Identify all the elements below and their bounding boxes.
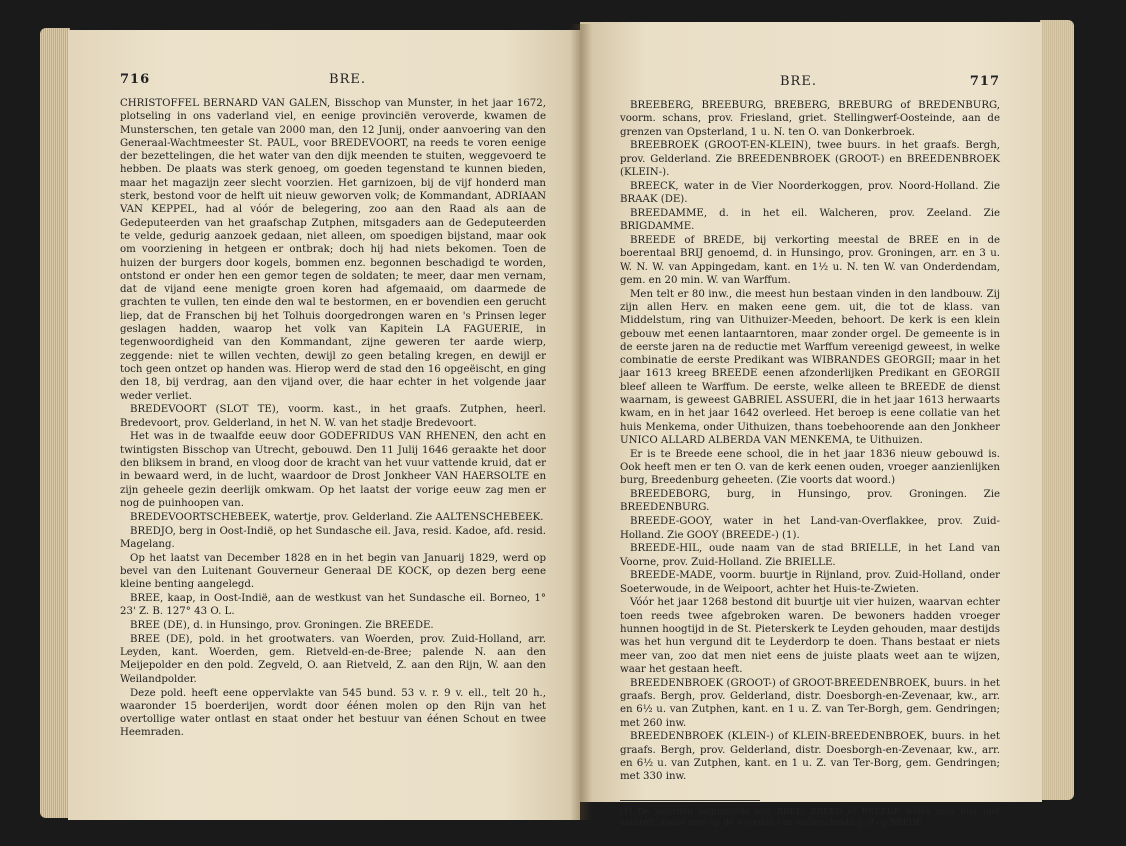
paragraph: BREEBROEK (GROOT-EN-KLEIN), twee buurs. in het graafs. Bergh, prov. Gelderland. Zie BREEDENBROEK (GROOT-) en BREEDENBROEK (KLEIN-). [620,140,1000,178]
paragraph: CHRISTOFFEL BERNARD VAN GALEN, Bisschop van Munster, in het jaar 1672, plotseling in ons vaderland viel, en eenige provinciën veroverde, kwamen de Munsterschen, ten getale van 2000 man, den 12 Junij, onder aanvoering van den Generaal-Wachtmeester St. PAUL, voor BREDEVOORT, na reeds te voren eenige der bezettelingen, die het water van den dijk meenden te stuiten, weggevoerd te hebben. De plaats was sterk genoeg, om goeden tegenstand te kunnen bieden, maar het magazijn zeer slecht voorzien. Het garnizoen, bij de vijf honderd man sterk, bestond voor de helft uit nieuw geworven volk; de Kommandant, ADRIAAN VAN KEPPEL, had al vóór de belegering, zoo aan den Raad als aan de Gedeputeerden van het graafschap Zutphen, mitsgaders aan de Gedeputeerden te velde, gedurig aanzoek gedaan, niet alleen, om spoedigen bijstand, maar ook om voorziening in hetgeen er ontbrak; doch hij had niets bekomen. Toen de huizen der burgers door kogels, bommen enz. begonnen beschadigd te worden, ontstond er onder hen een gemor tegen de soldaten; te meer, daar men vernam, dat de vijand eene menigte groen koren had afgemaaid, om daarmede de grachten te vullen, ten einde den wal te bestormen, en er bovendien een gerucht liep, dat de Franschen bij het Tolhuis doorgedrongen waren en 's Prinsen leger geslagen hadden, waarop het volk van Kapitein LA FAGUERIE, in tegenwoordigheid van den Kommandant, zijne geweren ter aarde wierp, zeggende: niet te willen vechten, dewijl zo geen betaling kregen, en dewijl er toch geen ontzet op handen was. Hierop werd de stad den 16 opgeëischt, en ging den 18, bij verdrag, aan den vijand over, die haar echter in het volgende jaar weder verliet. [120,98,546,402]
paragraph: BREDJO, berg in Oost-Indië, op het Sundasche eil. Java, resid. Kadoe, afd. resid. Magelang. [120,525,546,550]
paragraph: BREDEVOORTSCHEBEEK, watertje, prov. Gelderland. Zie AALTENSCHEBEEK. [130,511,544,523]
left-page [68,30,580,820]
paragraph: Het was in de twaalfde eeuw door GODEFRIDUS VAN RHENEN, den acht en twintigsten Bisschop van Utrecht, gebouwd. Den 11 Julij 1646 geraakte het door den bliksem in brand, en vloog door de kracht van het vuur vattende kruid, dat er in bewaard werd, in de lucht, waardoor de Drost Jonkheer VAN HAERSOLTE en zijn geheele gezin deerlijk omkwam. Op het laatst der vorige eeuw zag men er nog de puinhoopen van. [120,431,546,509]
paragraph: BREECK, water in de Vier Noorderkoggen, prov. Noord-Holland. Zie BRAAK (DE). [620,180,1000,206]
paragraph: BREE (DE), d. in Hunsingo, prov. Groningen. Zie BREEDE. [130,620,434,632]
paragraph: BREDEVOORT (SLOT TE), voorm. kast., in het graafs. Zutphen, heerl. Bredevoort, prov. Gelderland, in het N. W. van het stadje Bredevoort. [120,404,546,429]
paragraph: BREEDAMME, d. in het eil. Walcheren, prov. Zeeland. Zie BRIGDAMME. [620,207,1000,233]
paragraph: BREEDEBORG, burg, in Hunsingo, prov. Groningen. Zie BREEDENBURG. [620,489,1000,514]
paragraph: BREEBERG, BREEBURG, BREBERG, BREBURG of BREDENBURG, voorm. schans, prov. Friesland, griet. Stellingwerf-Oosteinde, aan de grenzen van Opsterland, 1 u. N. ten O. van Donkerbroek. [620,100,1000,138]
left-page-number: 716 [120,72,151,87]
page-edges-left [40,28,70,818]
paragraph: BREEDENBROEK (KLEIN-) of KLEIN-BREEDENBROEK, buurs. in het graafs. Bergh, prov. Gelderland, distr. Doesborgh-en-Zevenaar, kw., arr. en 6½ u. van Zutphen, kant. en 1 u. Z. van Ter-Borg, gem. Gendringen; met 330 inw. [620,731,1000,783]
paragraph: Er is te Breede eene school, die in het jaar 1836 nieuw gebouwd is. Ook heeft men er ten O. van de kerk eenen ouden, vroeger aanzienlijken burg, Breedenburg geheeten. (Zie voorts dat woord.) [620,448,1000,487]
paragraph: BREE (DE), pold. in het grootwaters. van Woerden, prov. Zuid-Holland, arr. Leyden, kant. Woerden, gem. Rietveld-en-de-Bree; palende N. aan den Meijepolder en den pold. Zegveld, O. aan Rietveld, Z. aan den Rijn, W. aan den Weilandpolder. [120,633,546,685]
left-page-header [120,72,546,87]
footnote: (1) De woorden beginnende met BREE, BREED of BREEDE welke men hier niet aantreft, zoeke men op de woorden van onderscheiding of op BREDE. [620,806,1000,828]
paragraph: Men telt er 80 inw., die meest hun bestaan vinden in den landbouw. Zij zijn allen Herv. en maken eene gem. uit, die tot de klass. van Middelstum, ring van Uithuizer-Meeden, behoort. De kerk is een klein gebouw met eenen lantaarntoren, maar zonder orgel. De gemeente is in de eerste jaren na de reductie met Warffum vereenigd geweest, in welke combinatie de eerste Predikant was WIBRANDES GEORGII; maar in het jaar 1613 kreeg BREEDE eenen afzonderlijken Predikant en GEORGII bleef alleen te Warffum. De eerste, welke alleen te BREEDE de dienst waarnam, is geweest GABRIEL ASSUERI, die in het jaar 1613 herwaarts kwam, en in het jaar 1642 overleed. Het beroep is eene collatie van het huis Menkema, onder Uithuizen, thans toebehoorende aan den Jonkheer UNICO ALLARD ALBERDA VAN MENKEMA, te Uithuizen. [620,288,1000,446]
right-page-text [620,99,1000,829]
paragraph: Vóór het jaar 1268 bestond dit buurtje uit vier huizen, waarvan echter toen reeds twee afgebroken waren. De bewoners hadden vroeger hunnen hoogtijd in de St. Pieterskerk te Leyden gehouden, maar destijds was het hun vergund dit te Leyderdorp te doen. Thans bestaat er niets meer van, zoo dat men niet eens de juiste plaats weet aan te wijzen, waar het gestaan heeft. [620,597,1000,675]
left-page-text [120,97,546,740]
right-page-number: 717 [969,74,1000,89]
left-running-head: BRE. [329,72,366,87]
paragraph: BREE, kaap, in Oost-Indië, aan de westkust van het Sundasche eil. Borneo, 1° 23' Z. B. 127° 43 O. L. [120,592,546,618]
footnote-divider [620,800,760,801]
paragraph: BREEDE of BREDE, bij verkorting meestal de BREE en in de boerentaal BRIJ genoemd, d. in Hunsingo, prov. Groningen, arr. en 3 u. W. N. W. van Appingedam, kant. en 1½ u. N. ten W. van Onderdendam, gem. en 20 min. W. van Warffum. [620,234,1000,286]
page-edges-right [1040,20,1074,800]
paragraph: Op het laatst van December 1828 en in het begin van Januarij 1829, werd op bevel van den Luitenant Gouverneur Generaal DE KOCK, op dezen berg eene kleine benting aangelegd. [120,552,546,591]
right-page [580,22,1042,828]
paragraph: Deze pold. heeft eene oppervlakte van 545 bund. 53 v. r. 9 v. ell., telt 20 h., waaronder 15 boerderijen, wordt door éénen molen op den Rijn van het overtollige water ontlast en staat onder het bestuur van éénen Schout en twee Heemraden. [120,687,546,739]
paragraph: BREEDE-MADE, voorm. buurtje in Rijnland, prov. Zuid-Holland, onder Soeterwoude, in de Weipoort, achter het Huis-te-Zwieten. [620,570,1000,595]
book-gutter [570,24,592,820]
right-page-header [620,74,1000,89]
paragraph: BREEDE-GOOY, water in het Land-van-Overflakkee, prov. Zuid-Holland. Zie GOOY (BREEDE-) (1). [620,516,1000,541]
paragraph: BREEDENBROEK (GROOT-) of GROOT-BREEDENBROEK, buurs. in het graafs. Bergh, prov. Gelderland, distr. Doesborgh-en-Zevenaar, kw., arr. en 6½ u. van Zutphen, kant. en 1 u. Z. van Ter-Borgh, gem. Gendringen; met 260 inw. [620,677,1000,729]
paragraph: BREEDE-HIL, oude naam van de stad BRIELLE, in het Land van Voorne, prov. Zuid-Holland. Zie BRIELLE. [620,543,1000,568]
right-running-head: BRE. [780,74,817,89]
